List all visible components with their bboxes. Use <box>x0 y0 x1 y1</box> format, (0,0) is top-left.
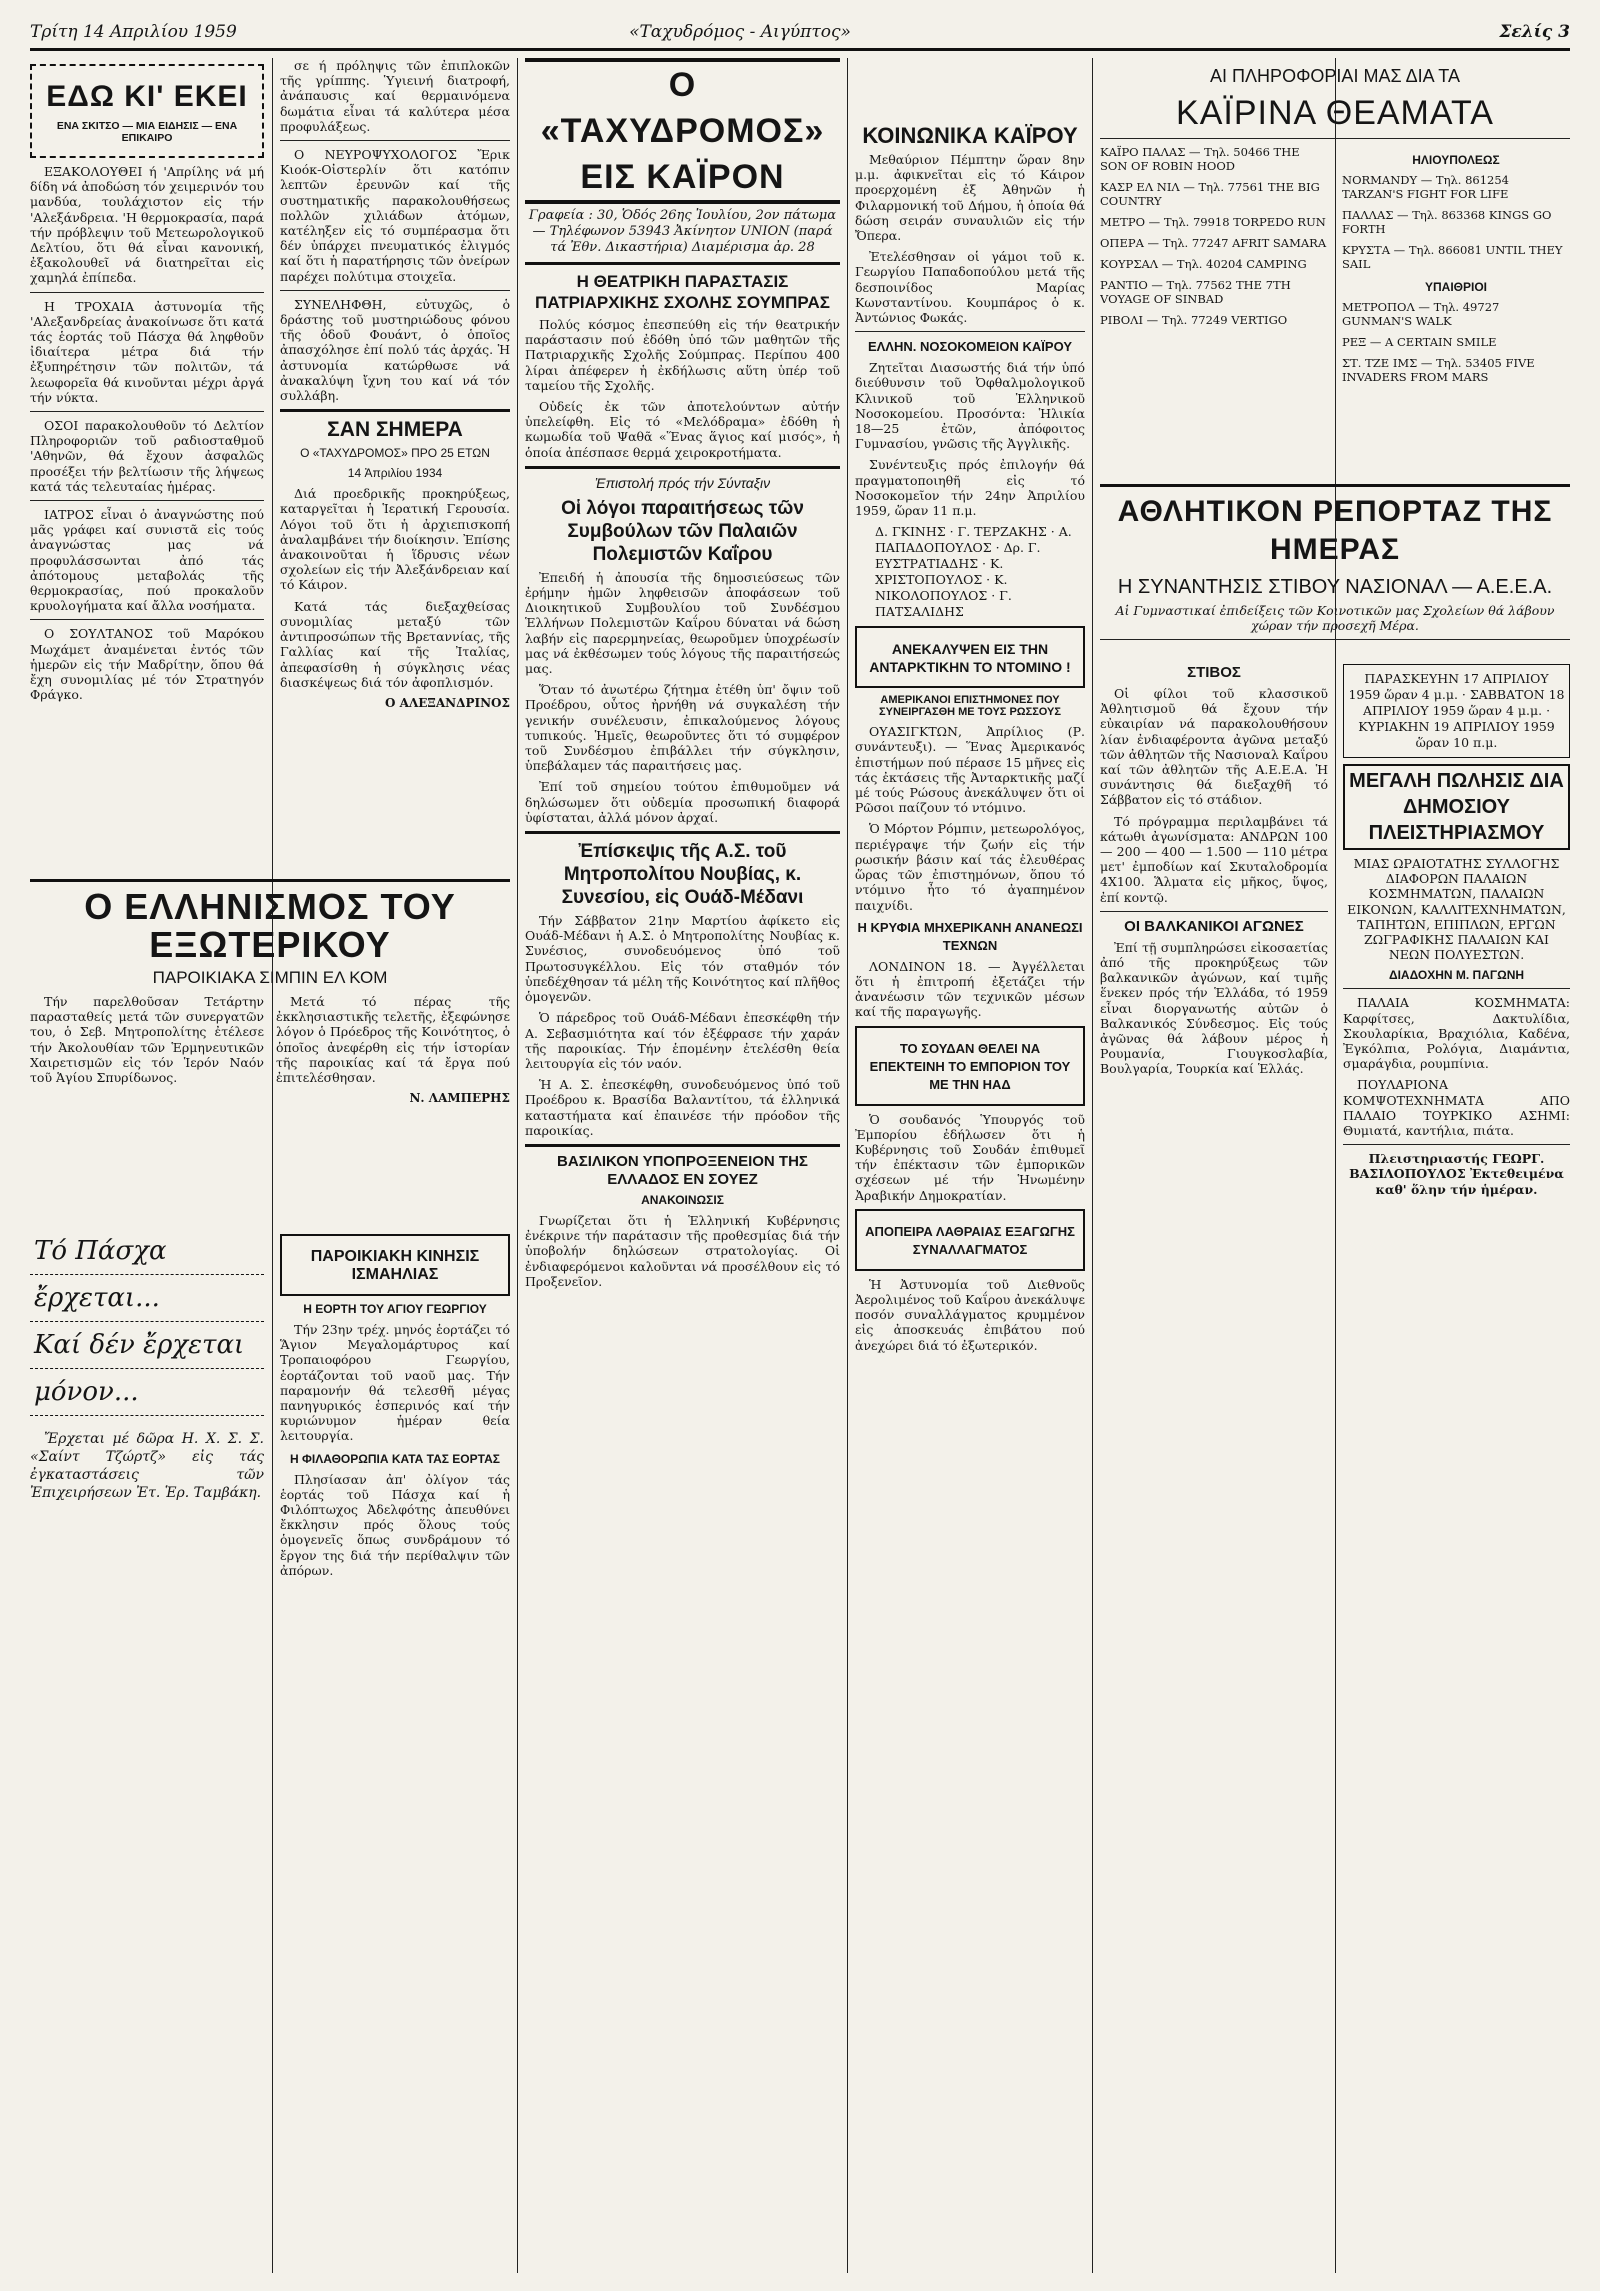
cinema-entry: ΚΑΣΡ ΕΛ ΝΙΛ — Τηλ. 77561 THE BIG COUNTRY <box>1100 180 1320 208</box>
divider <box>280 140 510 141</box>
divider <box>30 292 264 293</box>
newspaper-page <box>30 18 1570 2273</box>
article-paragraph: Ο ΝΕΥΡΟΨΥΧΟΛΟΓΟΣ Ἔρικ Κιοόκ-Οἰστερλίν ὅτι κατόπιν λεπτῶν ἐρευνῶν καί τῆς συστηματικῆς παρακολουθήσεως πολλῶν χιλιάδων ἀτόμων, κατέληξεν εἰς τό συμπέρασμα ὅτι δέν ὑπάρχει πνευματικός ἐλιγμός καί ὅτι ἡ παρατήρησις τῶν ὀνείρων παρέχει πολύτιμα στοιχεῖα. <box>280 147 510 284</box>
section-edo-ki-ekei <box>30 64 264 158</box>
divider <box>525 466 840 469</box>
divider <box>1343 1144 1570 1145</box>
cinema-entry: ΣΤ. ΤΖΕ ΙΜΣ — Τηλ. 53405 FIVE INVADERS FROM MARS <box>1342 356 1535 384</box>
byline: Ο ΑΛΕΞΑΝΔΡΙΝΟΣ <box>385 695 510 710</box>
article-paragraph: Συνέντευξις πρός ἐπιλογήν θά πραγματοποιηθῆ εἰς τό Νοσοκομεῖον τήν 24ην Ἀπριλίου 1959, ὥραν 11 π.μ. <box>855 457 1085 519</box>
page-header <box>30 18 1570 48</box>
divider <box>30 500 264 501</box>
article-paragraph: Οἱ φίλοι τοῦ κλασσικοῦ Ἀθλητισμοῦ θά ἔχουν τήν εὐκαιρίαν νά παρακολουθήσουν λίαν ἐνδιαφέροντα ἀγῶνα μεταξύ τῶν ἀθλητῶν τῆς Νασιοναλ Καΐρου καί τῶν ἀθλητῶν τῆς Α.Ε.Ε.Α. Ἡ συνάντησις θά διεξαχθῆ τό Σάββατον εἰς τό στάδιον. <box>1100 686 1328 808</box>
article-paragraph: Ἐπί τοῦ σημείου τούτου ἐπιθυμοῦμεν νά δηλώσωμεν ὅτι οὐδεμία προσωπική διαφορά ὑφίσταται, ἀλλά μόνον ἀρχαί. <box>525 779 840 825</box>
sports-title: ΑΘΛΗΤΙΚΟΝ ΡΕΠΟΡΤΑΖ ΤΗΣ ΗΜΕΡΑΣ <box>1117 495 1553 566</box>
divider <box>280 409 510 412</box>
divider <box>30 879 510 882</box>
article-paragraph: Γνωρίζεται ὅτι ἡ Ἑλληνική Κυβέρνησις ἐνέκρινε τήν παράτασιν τῆς προθεσμίας διά τήν ὑποβολήν δηλώσεων στρατολογίας. Οἱ ἐνδιαφερόμενοι καλοῦνται νά προσέλθουν εἰς τό Προξενεῖον. <box>525 1212 840 1289</box>
cinema-entry: ΟΠΕΡΑ — Τηλ. 77247 AFRIT SAMARA <box>1100 236 1327 250</box>
divider <box>1100 911 1328 912</box>
sports-subtitle: Η ΣΥΝΑΝΤΗΣΙΣ ΣΤΙΒΟΥ ΝΑΣΙΟΝΑΛ — Α.Ε.Ε.Α. <box>1117 576 1553 598</box>
cinema-listings <box>1100 145 1570 391</box>
hospital-title: ΕΛΛΗΝ. ΝΟΣΟΚΟΜΕΙΟΝ ΚΑΪΡΟΥ <box>867 339 1073 355</box>
article-paragraph: Ἡ Α. Σ. ἐπεσκέφθη, συνοδευόμενος ὑπό τοῦ Προέδρου κ. Βρασίδα Βαλαντίτου, τά ἑλληνικά καταστήματα καί ἐπαινέσε τήν πρόοδον τῆς παροικίας. <box>525 1077 840 1138</box>
ad-note: Ἔρχεται μέ δῶρα Η. Χ. Σ. Σ. «Σαίντ Τζώρτζ» εἰς τάς ἐγκαταστάσεις τῶν Ἐπιχειρήσεων Ἐτ. Ἑρ. Ταμβάκη. <box>30 1431 264 1501</box>
article-paragraph: Τό πρόγραμμα περιλαμβάνει τά κάτωθι ἀγωνίσματα: ΑΝΔΡΩΝ 100 — 200 — 400 — 1.500 — 110 μέτρα μετ' ἐμποδίων καί Σκυταλοδρομία 4Χ100. Ἅλματα εἰς μῆκος, ὕψος, ἐπί κοντῷ. <box>1100 813 1328 905</box>
section-title: ΕΔΩ ΚΙ' ΕΚΕΙ <box>46 80 248 113</box>
banner-columns <box>30 994 510 1113</box>
article-paragraph: ΕΞΑΚΟΛΟΥΘΕΙ ή 'Απρίλης νά μή δίδη νά ἀποδώση τόν χειμερινόν του μανδύα, τουλάχιστον εἰς τήν 'Αλεξάνδρεια. 'Η θερμοκρασία, παρά τήν πρόβλεψιν τοῦ Μετεωρολογικοῦ Δελτίου, ὅτι θά εἶναι κανονική, ἐξακολουθεῖ νά διατηρεῖται εἰς χαμηλά ἐπίπεδα. <box>30 164 264 286</box>
cinema-entry: NORMANDY — Τηλ. 861254 TARZAN'S FIGHT FOR LIFE <box>1342 173 1509 201</box>
article-paragraph: ΠΟΥΛΑΡΙΟΝΑ ΚΟΜΨΟΤΕΧΝΗΜΑΤΑ ΑΠΟ ΠΑΛΑΙΟ ΤΟΥΡΚΙΚΟ ΑΣΗΜΙ: Θυμιατά, καντήλια, πιάτα. <box>1343 1077 1570 1139</box>
today-title: ΣΑΝ ΣΗΜΕΡΑ <box>327 418 463 442</box>
column-6 <box>1343 658 1570 2273</box>
column-divider <box>517 58 518 2273</box>
article-paragraph: Ζητεῖται Διασωστής διά τήν ὑπό διεύθυνσιν τοῦ Ὀφθαλμολογικοῦ Κλινικοῦ τοῦ Ἑλληνικοῦ Νοσοκομείου. Προσόντα: Ἡλικία 18—25 ἐτῶν, ἀπόφοιτος Γυμνασίου, γνῶσις τῆς Ἀγγλικῆς. <box>855 360 1085 452</box>
divider <box>525 262 840 265</box>
consulate-subtitle: ΑΝΑΚΟΙΝΩΣΙΣ <box>641 1192 724 1207</box>
article-paragraph: ΙΑΤΡΟΣ εἶναι ὁ ἀναγνώστης πού μᾶς γράφει καί συνιστᾶ εἰς τούς ἀναγνώστας μας νά προφυλάσσωνται ἀπό τάς ἀπότομους μεταβολάς τῆς θερμοκρασίας, πού προκαλοῦν κρυολογήματα καί ἄλλα νοσήματα. <box>30 507 264 614</box>
easter-ad <box>30 1228 264 1508</box>
article-paragraph: ΟΥΑΣΙΓΚΤΩΝ, Ἀπρίλιος (Ρ. συνάντευξι). — Ἕνας Ἀμερικανός ἐπιστήμων πού πέρασε 15 μῆνες εἰς τάς ἐκτάσεις τῆς Ἀνταρκτικῆς μαζί μέ τούς Ρώσους ἀνεκάλυψεν ὅτι οἱ Ρῶσοι παίζουν τό ντόμινο. <box>855 724 1085 816</box>
cinema-entry: ΜΕΤΡΟΠΟΛ — Τηλ. 49727 GUNMAN'S WALK <box>1342 300 1500 328</box>
column-4 <box>855 118 1085 2273</box>
article-paragraph: Ὁ Μόρτον Ρόμπιν, μετεωρολόγος, περιέγραψε τήν ζωήν εἰς τήν ρωσικήν βάσιν καί τάς ἐλευθέρας ὥρας τῶν ἐπιστημόνων, ὅπου τό ντόμινο ἦτο τό ἀγαπημένον παιχνίδι. <box>855 821 1085 913</box>
cinema-list-left <box>1100 145 1328 391</box>
article-paragraph: ΟΣΟΙ παρακολουθοῦν τό Δελτίον Πληροφοριῶν τοῦ ραδιοσταθμοῦ 'Αθηνῶν, θά ἔχουν ἀσφαλῶς προσέξει τήν βελτίωσιν τῆς λήψεως κατά τάς τελευταίας ἡμέρας. <box>30 418 264 494</box>
ismailia-section <box>280 1228 510 1584</box>
column-1 <box>30 58 264 2273</box>
banner-hellenism <box>30 873 510 1113</box>
divider <box>1100 639 1570 640</box>
office-address: Γραφεία : 30, Ὁδός 26ης Ἰουλίου, 2ον πάτωμα — Τηλέφωνον 53943 Ἀκίνητον UNION (παρά τά Ἐθν. Δικαστήρια) Διαμέρισμα ἀρ. 28 <box>528 208 837 255</box>
article-paragraph: σε ή πρόληψις τῶν ἐπιπλοκῶν τῆς γρίππης. Ὑγιεινή διατροφή, ἀνάπαυσις καί θερμαινόμενα δωμάτια εἶναι τά καλύτερα μέσα προφυλάξεως. <box>280 58 510 134</box>
sports-lead: Αἱ Γυμναστικαί ἐπιδείξεις τῶν Κοινοτικῶν μας Σχολείων θά λάβουν χώραν τήν προσεχῆ Μέρα. <box>1115 603 1555 634</box>
ad-line: Τό Πάσχα <box>30 1228 264 1275</box>
article-paragraph: Τήν παρελθοῦσαν Τετάρτην παρασταθείς μετά τῶν συνεργατῶν του, ὁ Σεβ. Μητροπολίτης ἐτέλεσε τήν Ἀκολουθίαν τῶν Ἑρμηνευτικῶν Χαιρετισμῶν εἰς τόν Ἱερόν Ναόν τοῦ Ἁγίου Σπυρίδωνος. <box>30 994 264 1086</box>
auction-description: ΜΙΑΣ ΩΡΑΙΟΤΑΤΗΣ ΣΥΛΛΟΓΗΣ ΔΙΑΦΟΡΩΝ ΠΑΛΑΙΩΝ ΚΟΣΜΗΜΑΤΩΝ, ΠΑΛΑΙΩΝ ΕΙΚΟΝΩΝ, ΚΑΛΛΙΤΕΧΝΗΜΑΤΩΝ, ΤΑΠΗΤΩΝ, ΕΠΙΠΛΩΝ, ΕΡΓΩΝ ΖΩΓΡΑΦΙΚΗΣ ΠΑΛΑΙΩΝ ΚΑΙ ΝΕΩΝ ΠΟΛΥΕΣΤΩΝ. <box>1347 856 1566 963</box>
divider <box>1343 988 1570 989</box>
cinema-kicker: ΑΙ ΠΛΗΡΟΦΟΡΙΑΙ ΜΑΣ ΔΙΑ ΤΑ <box>1210 66 1460 86</box>
byline: Ν. ΛΑΜΠΕΡΗΣ <box>409 1091 510 1106</box>
section-subtitle: ΕΝΑ ΣΚΙΤΣΟ — ΜΙΑ ΕΙΔΗΣΙΣ — ΕΝΑ ΕΠΙΚΑΙΡΟ <box>56 120 238 144</box>
paper-name: «Ταχυδρόμος - Αιγύπτος» <box>629 22 851 42</box>
sudan-trade-box <box>855 1026 1085 1106</box>
article-paragraph: Ὁ σουδανός Ὑπουργός τοῦ Ἐμπορίου ἐδήλωσεν ὅτι ἡ Κυβέρνησις τοῦ Σουδάν ἐπιθυμεῖ τήν ἐπέκτασιν τῶν ἐμπορικῶν σχέσεων μέ τήν Ἡνωμένην Ἀραβικήν Δημοκρατίαν. <box>855 1111 1085 1203</box>
today-date: 14 Ἀπριλίου 1934 <box>347 466 443 481</box>
antarctic-box <box>855 626 1085 688</box>
smuggling-title: ΑΠΟΠΕΙΡΑ ΛΑΘΡΑΙΑΣ ΕΞΑΓΩΓΗΣ ΣΥΝΑΛΛΑΓΜΑΤΟΣ <box>865 1223 1075 1257</box>
crypt-title: Η ΚΡΥΦΙΑ ΜΗΧΕΡΙΚΑΝΗ ΑΝΑΝΕΩΣΙ ΤΕΧΝΩΝ <box>857 919 1083 953</box>
ismailia-title: ΠΑΡΟΙΚΙΑΚΗ ΚΙΝΗΣΙΣ ΙΣΜΑΗΛΙΑΣ <box>310 1248 480 1283</box>
divider <box>1100 484 1570 487</box>
antarctic-subtitle: ΑΜΕΡΙΚΑΝΟΙ ΕΠΙΣΤΗΜΟΝΕΣ ΠΟΥ ΣΥΝΕΙΡΓΑΣΘΗ ΜΕ ΤΟΥΣ ΡΩΣΣΟΥΣ <box>879 694 1061 719</box>
auctioneer: Πλειστηριαστής ΓΕΩΡΓ. ΒΑΣΙΛΟΠΟΥΛΟΣ Ἐκτεθειμένα καθ' ὅλην τήν ἡμέραν. <box>1349 1151 1564 1197</box>
article-paragraph: Τήν 23ην τρέχ. μηνός ἑορτάζει τό Ἅγιον Μεγαλομάρτυρος καί Τροπαιοφόρου Γεωργίου, ἑορτάζονται τοῦ ναοῦ μας. Τήν παραμονήν θά τελεσθῆ μέγας πανηγυρικός ἑσπερινός καί τήν κυριώνυμον ἡμέραν θεία λειτουργία. <box>280 1322 510 1444</box>
track-title: ΣΤΙΒΟΣ <box>1187 664 1241 681</box>
article-paragraph: Η ΤΡΟΧΑΙΑ ἀστυνομία τῆς 'Αλεξανδρείας ἀνακοίνωσε ὅτι κατά τάς ἑορτάς τοῦ Πάσχα θά ληφθοῦν ἰδιαίτερα μέτρα διά τήν ἐξυπηρέτησιν τῶν πολιτῶν, τά λεωφορεῖα θά κινοῦνται μέχρι ἀργά τήν νύκτα. <box>30 298 264 405</box>
issue-date: Τρίτη 14 Απριλίου 1959 <box>30 22 237 42</box>
today-subtitle: Ο «ΤΑΧΥΔΡΟΜΟΣ» ΠΡΟ 25 ΕΤΩΝ <box>300 446 490 461</box>
cinema-entry: ΡΙΒΟΛΙ — Τηλ. 77249 VERTIGO <box>1100 313 1288 327</box>
article-paragraph: Ἐτελέσθησαν οἱ γάμοι τοῦ κ. Γεωργίου Παπαδοπούλου μετά τῆς δεσποινίδος Μαρίας Κωνσταντίνου. Κουμπάρος ὁ κ. Ἀντώνιος Φωκάς. <box>855 249 1085 326</box>
letter-kicker: Ἐπιστολή πρός τήν Σύνταξιν <box>594 474 771 491</box>
cinema-entry: ΜΕΤΡΟ — Τηλ. 79918 TORPEDO RUN <box>1100 215 1326 229</box>
cinema-entry: ΡΕΞ — A CERTAIN SMILE <box>1342 335 1497 349</box>
column-2 <box>280 58 510 2273</box>
cinema-entry: ΚΡΥΣΤΑ — Τηλ. 866081 UNTIL THEY SAIL <box>1342 243 1563 271</box>
column-divider <box>847 58 848 2273</box>
article-paragraph: Ὅταν τό ἀνωτέρω ζήτημα ἐτέθη ὑπ' ὄψιν τοῦ Προέδρου, οὗτος ἠρνήθη νά συγκαλέση τήν γενικήν συνέλευσιν, ἐπικαλούμενος λόγους τυπικούς. Ἡμεῖς, θεωροῦντες ὅτι τό συμφέρον τοῦ Συνδέσμου ἐπιβάλλει τήν σύγκλησιν, ὑπεβάλαμεν τάς παραιτήσεις μας. <box>525 682 840 774</box>
cinema-title: ΚΑΪΡΙΝΑ ΘΕΑΜΑΤΑ <box>1176 94 1494 132</box>
heliopolis-title: ΗΛΙΟΥΠΟΛΕΩΣ <box>1412 153 1500 167</box>
charity-title: Η ΦΙΛΑΘΟΡΩΠΙΑ ΚΑΤΑ ΤΑΣ ΕΟΡΤΑΣ <box>290 1451 500 1466</box>
article-paragraph: ΣΥΝΕΛΗΦΘΗ, εὐτυχῶς, ὁ δράστης τοῦ μυστηριώδους φόνου τῆς ὁδοῦ Φουάντ, ὁ ὁποῖος ἀπασχόλησε ἐπί πολύ τάς ἀρχάς. Ἡ ἀστυνομία κατώρθωσε νά ἀνακαλύψη ἴχνη του καί νά τόν συλλάβη. <box>280 296 510 404</box>
divider <box>855 331 1085 332</box>
cinema-entry: ΠΑΛΛΑΣ — Τηλ. 863368 KINGS GO FORTH <box>1342 208 1552 236</box>
article-paragraph: Πολύς κόσμος ἐπεσπεύθη εἰς τήν θεατρικήν παράστασιν πού ἐδόθη ὑπό τῶν μαθητῶν τῆς Πατριαρχικῆς Σχολῆς Σούμπρας. Περίπου 400 λίραι ἀπέφερεν ἡ ἐκδήλωσις αὕτη ὑπέρ τοῦ ταμείου τῆς Σχολῆς. <box>525 317 840 393</box>
article-paragraph: Ἐπειδή ἡ ἀπουσία τῆς δημοσιεύσεως τῶν ἐρήμην ἡμῶν ληφθεισῶν ἀποφάσεων τοῦ Διοικητικοῦ Συμβουλίου τοῦ Συνδέσμου Ἑλλήνων Πολεμιστῶν Καΐρου δύναται νά δώση λαβήν εἰς παρερμηνείας, θεωροῦμεν ὑποχρέωσίν μας νά ἐκθέσωμεν τούς λόγους τῆς παραιτήσεώς μας. <box>525 569 840 677</box>
article-paragraph: Κατά τάς διεξαχθείσας συνομιλίας μεταξύ τῶν ἀντιπροσώπων τῆς Βρεταννίας, τῆς Γαλλίας καί τῆς Ἰταλίας, ἀπεφασίσθη ἡ σύγκλησις νέας διασκέψεως διά τόν ἀφοπλισμόν. <box>280 598 510 690</box>
column-3 <box>525 58 840 2273</box>
column-5 <box>1100 658 1328 2273</box>
social-title: ΚΟΙΝΩΝΙΚΑ ΚΑΪΡΟΥ <box>862 123 1078 148</box>
cinema-section <box>1100 58 1570 468</box>
banner-right <box>276 994 510 1113</box>
theatre-title: Η ΘΕΑΤΡΙΚΗ ΠΑΡΑΣΤΑΣΙΣ ΠΑΤΡΙΑΡΧΙΚΗΣ ΣΧΟΛΗΣ ΣΟΥΜΠΡΑΣ <box>535 272 830 312</box>
article-paragraph: Ὁ πάρεδρος τοῦ Ουάδ-Μέδανι ἐπεσκέφθη τήν Α. Σεβασμιότητα καί τόν ἐξέφρασε τήν χαράν τῆς παροικίας. Τήν ἑπομένην ἐτελέσθη θεία λειτουργία εἰς τόν ναόν. <box>525 1010 840 1071</box>
board-names: Δ. ΓΚΙΝΗΣ · Γ. ΤΕΡΖΑΚΗΣ · Α. ΠΑΠΑΔΟΠΟΥΛΟΣ · Δρ. Γ. ΕΥΣΤΡΑΤΙΑΔΗΣ · Κ. ΧΡΙΣΤΟΠΟΥΛΟΣ · Κ. ΝΙΚΟΛΟΠΟΥΛΟΣ · Γ. ΠΑΤΣΑΛΙΔΗΣ <box>875 524 1072 620</box>
divider <box>30 619 264 620</box>
divider <box>525 1144 840 1147</box>
consulate-title: ΒΑΣΙΛΙΚΟΝ ΥΠΟΠΡΟΞΕΝΕΙΟΝ ΤΗΣ ΕΛΛΑΔΟΣ ΕΝ ΣΟΥΕΖ <box>557 1152 808 1188</box>
cinema-entry: ΡΑΝΤΙΟ — Τηλ. 77562 THE 7TH VOYAGE OF SINBAD <box>1100 278 1291 306</box>
smuggling-box <box>855 1209 1085 1271</box>
auction-estate: ΔΙΑΔΟΧΗΝ Μ. ΠΑΓΩΝΗ <box>1388 968 1525 983</box>
banner-title: Ο ΕΛΛΗΝΙΣΜΟΣ ΤΟΥ ΕΞΩΤΕΡΙΚΟΥ <box>84 886 456 965</box>
auction-schedule: ΠΑΡΑΣΚΕΥΗΝ 17 ΑΠΡΙΛΙΟΥ 1959 ὥραν 4 μ.μ. · ΣΑΒΒΑΤΟΝ 18 ΑΠΡΙΛΙΟΥ 1959 ὥραν 4 μ.μ. · ΚΥΡΙΑΚΗΝ 19 ΑΠΡΙΛΙΟΥ 1959 ὥραν 10 π.μ. <box>1343 664 1570 758</box>
ad-line: μόνον... <box>30 1369 264 1416</box>
openair-title: ΥΠΑΙΘΡΙΟΙ <box>1424 280 1487 294</box>
article-paragraph: Ο ΣΟΥΛΤΑΝΟΣ τοῦ Μαρόκου Μωχάμετ ἀναμένεται ἐντός τῶν ἡμερῶν εἰς τήν Μαδρίτην, ὅπου θά ἔχη συνομιλίας μέ τόν Στρατηγόν Φράγκο. <box>30 626 264 703</box>
article-paragraph: ΠΑΛΑΙΑ ΚΟΣΜΗΜΑΤΑ: Καρφίτσες, Δακτυλίδια, Σκουλαρίκια, Βραχιόλια, Καδένα, Ἐγκόλπια, Ρολόγια, Διαμάντια, σμαράγδια, ρουμπίνια. <box>1343 995 1570 1072</box>
cinema-list-right <box>1342 145 1570 391</box>
masthead: Ο «ΤΑΧΥΔΡΟΜΟΣ» ΕΙΣ ΚΑΪΡΟΝ <box>525 58 840 204</box>
article-paragraph: Διά προεδρικῆς προκηρύξεως, καταργεῖται ἡ Ἱερατική Γερουσία. Λόγοι τοῦ ὅτι ἡ ἀρχιεπισκοπή ἀναλαμβάνει τήν διοίκησιν. Ἐπίσης ἀνακοινοῦται ἡ ἵδρυσις νέων σχολείων εἰς τήν Ἀλεξάνδρειαν καί τό Κάιρον. <box>280 486 510 593</box>
auction-banner: ΜΕΓΑΛΗ ΠΩΛΗΣΙΣ ΔΙΑ ΔΗΜΟΣΙΟΥ ΠΛΕΙΣΤΗΡΙΑΣΜΟΥ <box>1343 764 1570 850</box>
page-number: Σελίς 3 <box>1499 22 1570 42</box>
column-divider <box>1092 58 1093 2273</box>
divider <box>1100 138 1570 139</box>
banner-subtitle: ΠΑΡΟΙΚΙΑΚΑ ΣΙΜΠΙΝ ΕΛ ΚΟΜ <box>152 968 388 987</box>
letter-title: Οἱ λόγοι παραιτήσεως τῶν Συμβούλων τῶν Παλαιῶν Πολεμιστῶν Καΐρου <box>561 497 804 565</box>
divider <box>280 290 510 291</box>
divider <box>30 411 264 412</box>
ismailia-subtitle: Η ΕΟΡΤΗ ΤΟΥ ΑΓΙΟΥ ΓΕΩΡΓΙΟΥ <box>303 1302 487 1316</box>
ismailia-title-box <box>280 1234 510 1296</box>
article-paragraph: Ἡ Ἀστυνομία τοῦ Διεθνοῦς Ἀερολιμένος τοῦ Καΐρου ἀνεκάλυψε ποσόν συναλλάγματος κρυμμένον εἰς ἀποσκευάς ἐπιβάτου πού ἀνεχώρει διά τό ἐξωτερικόν. <box>855 1276 1085 1353</box>
balkan-title: ΟΙ ΒΑΛΚΑΝΙΚΟΙ ΑΓΩΝΕΣ <box>1124 917 1304 935</box>
article-paragraph: Μετά τό πέρας τῆς ἐκκλησιαστικῆς τελετῆς, ἐξεφώνησε λόγον ὁ Πρόεδρος τῆς Κοινότητος, ὁ ὁποῖος ἀνεφέρθη εἰς τήν ἱστορίαν τῆς παροικίας καί τά ἔργα πού ἐπιτελέσθησαν. <box>276 994 510 1086</box>
article-paragraph: Τήν Σάββατον 21ην Μαρτίου ἀφίκετο εἰς Ουάδ-Μέδανι ἡ Α.Σ. ὁ Μητροπολίτης Νουβίας κ. Συνέσιος, συνοδευόμενος ὑπό τοῦ Πρωτοσυγκέλλου. Εἰς τόν σταθμόν τόν ὑπεδέχθησαν τά μέλη τῆς Κοινότητος καί πλῆθος ὁμογενῶν. <box>525 913 840 1005</box>
article-paragraph: Πλησίασαν ἀπ' ὀλίγον τάς ἑορτάς τοῦ Πάσχα καί ἡ Φιλόπτωχος Ἀδελφότης ἀπευθύνει ἔκκλησιν πρός ὅλους τούς ὁμογενεῖς ὅπως συνδράμουν τό ἔργον της διά τήν περίθαλψιν τῶν ἀπόρων. <box>280 1471 510 1578</box>
antarctic-title: ΑΝΕΚΑΛΥΨΕΝ ΕΙΣ ΤΗΝ ΑΝΤΑΡΚΤΙΚΗΝ ΤΟ ΝΤΟΜΙΝΟ ! <box>869 641 1071 676</box>
sports-banner <box>1100 478 1570 646</box>
header-rule <box>30 48 1570 51</box>
cinema-entry: ΚΟΥΡΣΑΛ — Τηλ. 40204 CAMPING <box>1100 257 1307 271</box>
article-paragraph: Ἐπί τῇ συμπληρώσει εἰκοσαετίας ἀπό τῆς προκηρύξεως τῶν βαλκανικῶν ἀγώνων, καί τιμῆς ἕνεκεν πρός τήν Ἑλλάδα, τό 1959 εἶναι διοργανωτής αὐτῶν ὁ Βαλκανικός Σύνδεσμος. Εἰς τούς ἀγῶνας θά λάβουν μέρος ἡ Ρουμανία, Γιουγκοσλαβία, Βουλγαρία, Τουρκία καί Ἑλλάς. <box>1100 939 1328 1077</box>
cinema-entry: ΚΑΪΡΟ ΠΑΛΑΣ — Τηλ. 50466 THE SON OF ROBIN HOOD <box>1100 145 1300 173</box>
ad-line: Καί δέν ἔρχεται <box>30 1322 264 1369</box>
article-paragraph: Οὐδείς ἐκ τῶν ἀποτελούντων αὐτήν ὑπελείφθη. Εἰς τό «Μελόδραμα» ἐδόθη ἡ κωμωδία τοῦ Ψαθᾶ «Ἕνας ἅγιος καί μισός», ἡ ὁποία ἀπέσπασε θερμά χειροκροτήματα. <box>525 399 840 460</box>
article-paragraph: Μεθαύριον Πέμπτην ὥραν 8ην μ.μ. ἀφικνεῖται εἰς τό Κάιρον προερχομένη ἐξ Ἀθηνῶν ἡ Φιλαρμονική τοῦ Δήμου, ἡ ὁποία θά δώση σειράν συναυλιῶν εἰς τήν Ὄπερα. <box>855 152 1085 244</box>
column-divider <box>272 58 273 2273</box>
divider <box>525 831 840 834</box>
nubia-title: Ἐπίσκεψις τῆς Α.Σ. τοῦ Μητροπολίτου Νουβίας, κ. Συνεσίου, εἰς Ουάδ-Μέδανι <box>561 841 804 909</box>
sudan-trade-title: ΤΟ ΣΟΥΔΑΝ ΘΕΛΕΙ ΝΑ ΕΠΕΚΤΕΙΝΗ ΤΟ ΕΜΠΟΡΙΟΝ ΤΟΥ ΜΕ ΤΗΝ ΗΑΔ <box>869 1040 1071 1092</box>
article-paragraph: ΛΟΝΔΙΝΟΝ 18. — Ἀγγέλλεται ὅτι ἡ ἐπιτροπή ἐξετάζει τήν ἀνανέωσιν τῶν τεχνικῶν μέσων καί τῆς παραγωγῆς. <box>855 958 1085 1020</box>
ad-line: ἔρχεται... <box>30 1275 264 1322</box>
